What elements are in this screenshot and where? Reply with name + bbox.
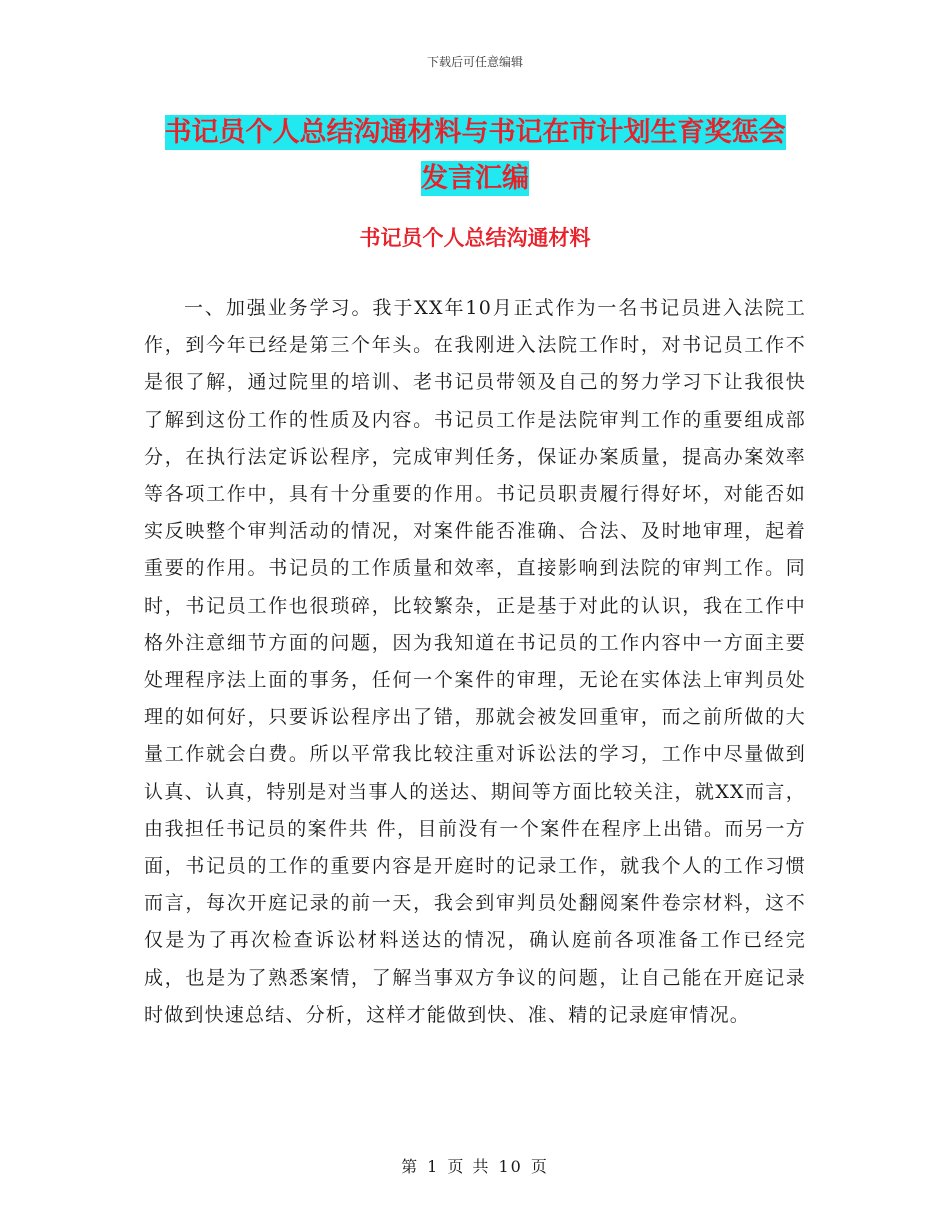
document-title [0,110,950,202]
section-title: 书记员个人总结沟通材料 [359,226,591,250]
title-line-2: 发言汇编 [421,163,529,194]
footer-suffix: 页 [530,1157,549,1176]
page-number: 1 [427,1157,440,1176]
footer-prefix: 第 [401,1157,420,1176]
body-paragraph: 一、加强业务学习。我于XX年10月正式作为一名书记员进入法院工作，到今年已经是第三个年头。在我刚进入法院工作时，对书记员工作不是很了解，通过院里的培训、老书记员带领及自己的努力学习下让我很快了解到这份工作的性质及内容。书记员工作是法院审判工作的重要组成部分，在执行法定诉讼程序，完成审判任务，保证办案质量，提高办案效率等各项工作中，具有十分重要的作用。书记员职责履行得好坏，对能否如实反映整个审判活动的情况，对案件能否准确、合法、及时地审理，起着重要的作用。书记员的工作质量和效率，直接影响到法院的审判工作。同时，书记员工作也很琐碎，比较繁杂，正是基于对此的认识，我在工作中格外注意细节方面的问题，因为我知道在书记员的工作内容中一方面主要处理程序法上面的事务，任何一个案件的审理，无论在实体法上审判员处理的如何好，只要诉讼程序出了错，那就会被发回重审，而之前所做的大量工作就会白费。所以平常我比较注重对诉讼法的学习，工作中尽量做到认真、认真，特别是对当事人的送达、期间等方面比较关注，就XX而言，由我担任书记员的案件共 件，目前没有一个案件在程序上出错。而另一方面，书记员的工作的重要内容是开庭时的记录工作，就我个人的工作习惯而言，每次开庭记录的前一天，我会到审判员处翻阅案件卷宗材料，这不仅是为了再次检查诉讼材料送达的情况，确认庭前各项准备工作已经完成，也是为了熟悉案情，了解当事双方争议的问题，让自己能在开庭记录时做到快速总结、分析，这样才能做到快、准、精的记录庭审情况。 [144,297,806,1026]
header-note: 下载后可任意编辑 [426,55,523,69]
total-pages: 10 [498,1157,523,1176]
footer-mid: 页 共 [447,1157,491,1176]
title-line-1: 书记员个人总结沟通材料与书记在市计划生育奖惩会 [164,117,786,148]
page-footer [0,1154,950,1177]
